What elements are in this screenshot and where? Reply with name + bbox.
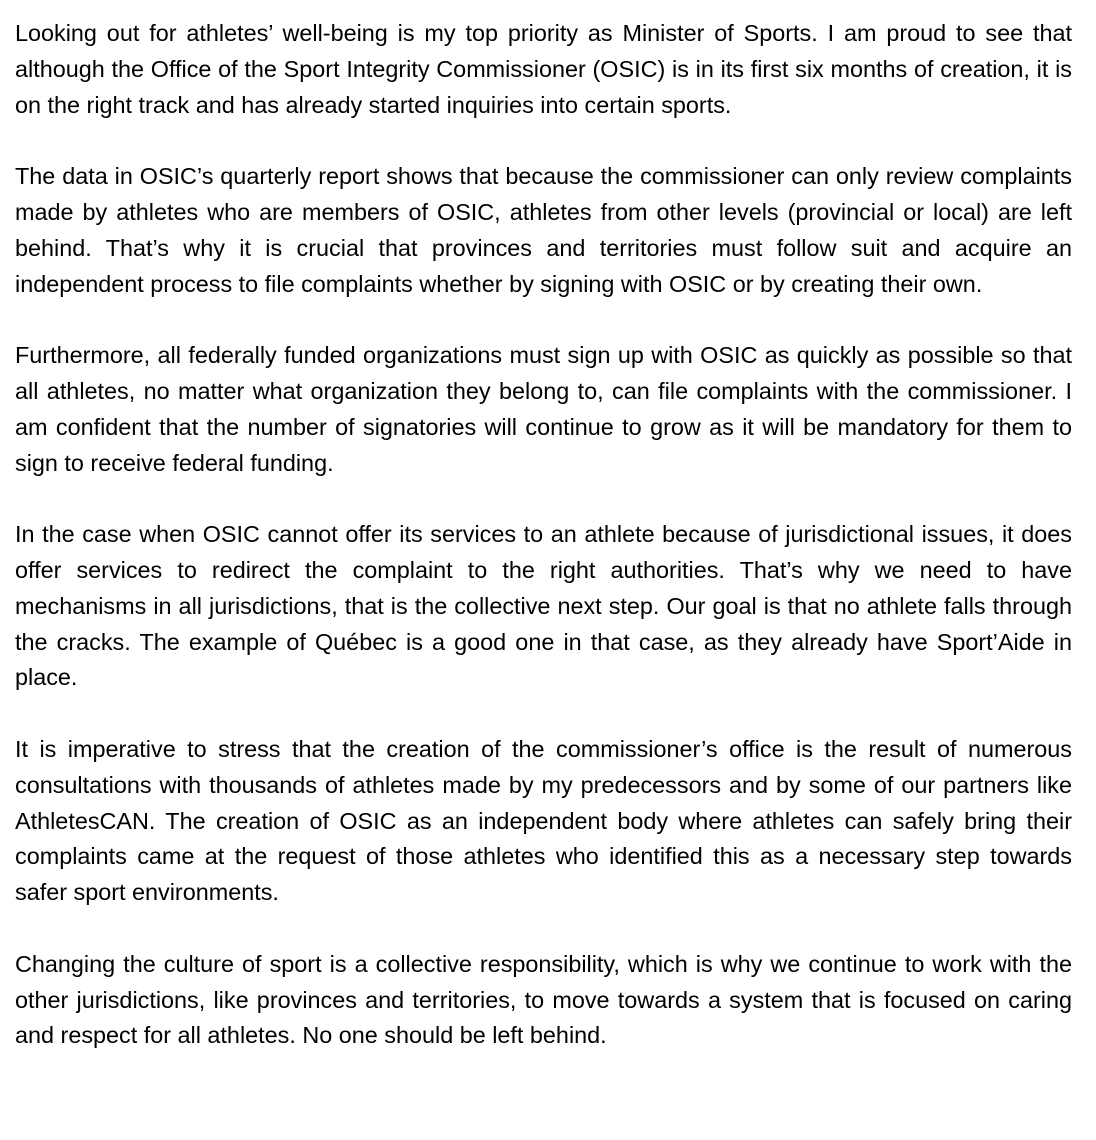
paragraph-3: Furthermore, all federally funded organizations must sign up with OSIC as quickly as possible so that all athletes, no matter what organization they belong to, can file complaints with the commissioner. I am confident that the number of signatories will continue to grow as it will be mandatory for them to sign to receive federal funding.	[15, 342, 1072, 476]
paragraph-1: Looking out for athletes’ well-being is my top priority as Minister of Sports. I am proud to see that although the Office of the Sport Integrity Commissioner (OSIC) is in its first six months of creation, it is on the right track and has already started inquiries into certain sports.	[15, 20, 1072, 118]
paragraph-2: The data in OSIC’s quarterly report shows that because the commissioner can only review complaints made by athletes who are members of OSIC, athletes from other levels (provincial or local) are left behind. That’s why it is crucial that provinces and territories must follow suit and acquire an independent process to file complaints whether by signing with OSIC or by creating their own.	[15, 163, 1072, 297]
paragraph-6: Changing the culture of sport is a collective responsibility, which is why we continue to work with the other jurisdictions, like provinces and territories, to move towards a system that is focused on caring and respect for all athletes. No one should be left behind.	[15, 950, 1072, 1049]
paragraph-5: It is imperative to stress that the creation of the commissioner’s office is the result of numerous consultations with thousands of athletes made by my predecessors and by some of our partners like AthletesCAN. The creation of OSIC as an independent body where athletes can safely bring their complaints came at the request of those athletes who identified this as a necessary step towards safer sport environments.	[15, 735, 1072, 906]
paragraph-4: In the case when OSIC cannot offer its services to an athlete because of jurisdictional issues, it does offer services to redirect the complaint to the right authorities. That’s why we need to have mechanisms in all jurisdictions, that is the collective next step. Our goal is that no athlete falls through the cracks. The example of Québec is a good one in that case, as they already have Sport’Aide in place.	[15, 521, 1072, 691]
